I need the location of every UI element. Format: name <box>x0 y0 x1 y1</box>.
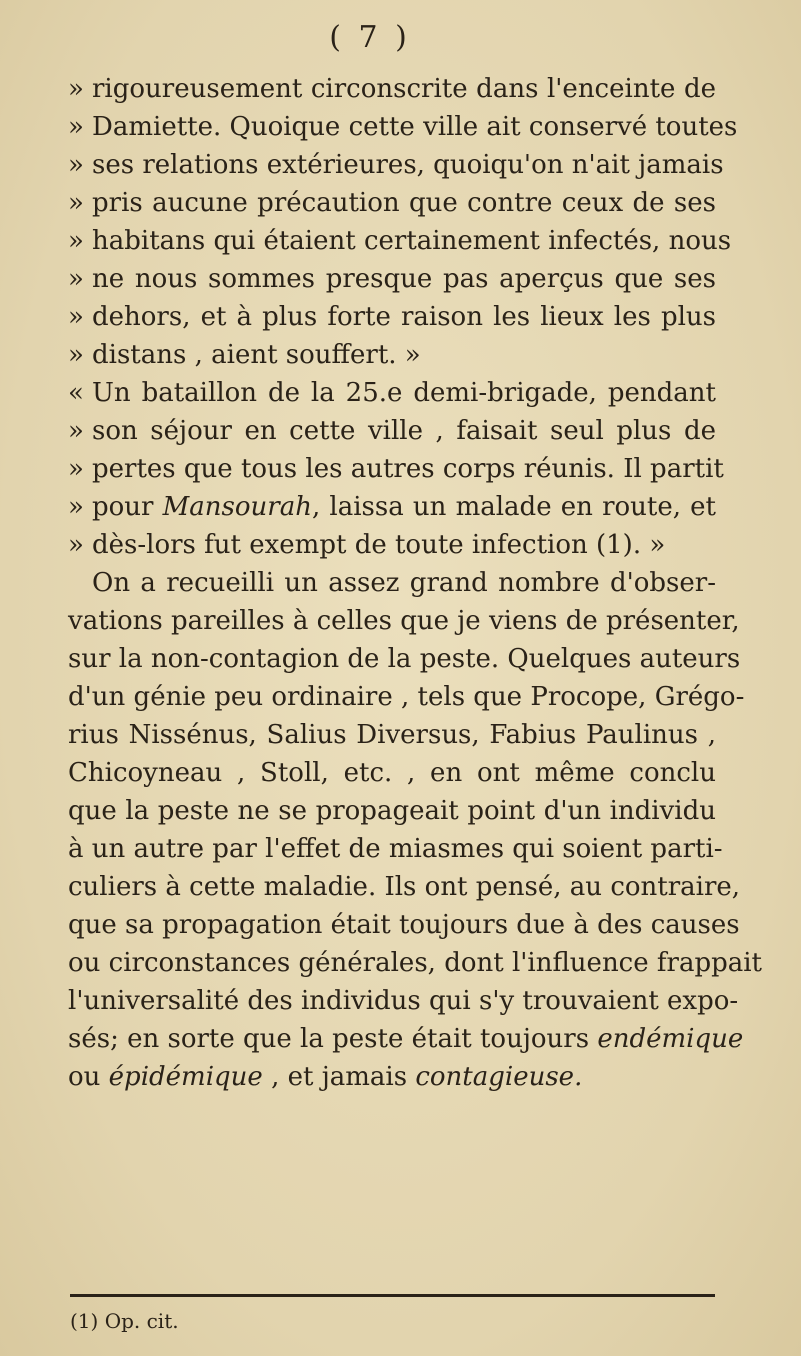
line-text: Chicoyneau , Stoll, etc. , en ont même conclu <box>68 758 716 788</box>
text-line <box>68 108 738 146</box>
quote-mark: » <box>68 530 84 560</box>
quote-mark: » <box>68 302 84 332</box>
text-line <box>68 1020 744 1058</box>
term-italic: endémique <box>597 1024 744 1054</box>
quote-mark: « <box>68 378 84 408</box>
text-line <box>68 640 741 678</box>
text-line <box>68 260 716 298</box>
quote-mark: » <box>68 112 84 142</box>
line-text: rius Nissénus, Salius Diversus, Fabius Paulinus , <box>68 720 716 750</box>
line-text: pour <box>92 492 154 522</box>
text-line <box>68 336 716 374</box>
line-text: pertes que tous les autres corps réunis. Il partit <box>92 454 724 484</box>
place-name-italic: Mansourah <box>162 492 312 522</box>
text-line <box>68 146 724 184</box>
text-line <box>68 944 763 982</box>
quote-mark: » <box>68 264 84 294</box>
text-line <box>68 906 740 944</box>
page-number: ( 7 ) <box>329 20 411 55</box>
line-text: habitans qui étaient certainement infectés, nous <box>92 226 732 256</box>
quote-mark: » <box>68 150 84 180</box>
text-line <box>68 488 716 526</box>
text-line <box>68 184 716 222</box>
text-line <box>68 792 716 830</box>
text-line <box>68 868 741 906</box>
line-text: d'un génie peu ordinaire , tels que Procope, Grégo- <box>68 682 745 712</box>
line-text: sés; en sorte que la peste était toujours <box>68 1024 590 1054</box>
line-text: que la peste ne se propageait point d'un individu <box>68 796 716 826</box>
line-text: culiers à cette maladie. Ils ont pensé, au contraire, <box>68 872 741 902</box>
line-text: ou circonstances générales, dont l'influence frappait <box>68 948 763 978</box>
quote-mark: » <box>68 226 84 256</box>
line-text: vations pareilles à celles que je viens de présenter, <box>68 606 740 636</box>
text-line <box>68 716 716 754</box>
quote-mark: » <box>68 74 84 104</box>
term-italic: contagieuse. <box>415 1062 583 1092</box>
line-text: distans , aient souffert. » <box>92 340 421 370</box>
term-italic: épidémique <box>108 1062 263 1092</box>
text-line <box>68 526 716 564</box>
text-line <box>68 70 716 108</box>
line-text: l'universalité des individus qui s'y trouvaient expo- <box>68 986 739 1016</box>
line-text: dehors, et à plus forte raison les lieux les plus <box>92 302 716 332</box>
text-line <box>68 450 724 488</box>
line-text: Damiette. Quoique cette ville ait conservé toutes <box>92 112 738 142</box>
text-line <box>68 602 740 640</box>
quote-mark: » <box>68 492 84 522</box>
line-text: , laissa un malade en route, et <box>311 492 717 522</box>
body-text <box>68 70 763 1096</box>
footnote-rule <box>70 1294 715 1297</box>
line-text: que sa propagation était toujours due à des causes <box>68 910 740 940</box>
text-line <box>68 678 745 716</box>
line-text: son séjour en cette ville , faisait seul plus de <box>92 416 716 446</box>
line-text: dès-lors fut exempt de toute infection (1). » <box>92 530 666 560</box>
text-line <box>68 830 723 868</box>
line-text: On a recueilli un assez grand nombre d'obser- <box>92 568 716 598</box>
line-text: rigoureusement circonscrite dans l'enceinte de <box>92 74 716 104</box>
quote-mark: » <box>68 188 84 218</box>
text-line <box>68 754 716 792</box>
quote-mark: » <box>68 416 84 446</box>
line-text: sur la non-contagion de la peste. Quelques auteurs <box>68 644 741 674</box>
text-line <box>68 298 716 336</box>
text-line <box>68 982 739 1020</box>
text-line <box>68 1058 716 1096</box>
text-line <box>68 374 716 412</box>
quote-mark: » <box>68 340 84 370</box>
line-text: Un bataillon de la 25.e demi-brigade, pendant <box>92 378 716 408</box>
line-text: à un autre par l'effet de miasmes qui soient parti- <box>68 834 723 864</box>
quote-mark: » <box>68 454 84 484</box>
footnote: (1) Op. cit. <box>70 1309 179 1333</box>
line-text: ou <box>68 1062 101 1092</box>
line-text: , et jamais <box>271 1062 408 1092</box>
line-text: pris aucune précaution que contre ceux de ses <box>92 188 716 218</box>
text-line <box>68 222 732 260</box>
text-line <box>68 564 716 602</box>
text-line <box>68 412 716 450</box>
line-text: ses relations extérieures, quoiqu'on n'ait jamais <box>92 150 724 180</box>
line-text: ne nous sommes presque pas aperçus que ses <box>92 264 716 294</box>
